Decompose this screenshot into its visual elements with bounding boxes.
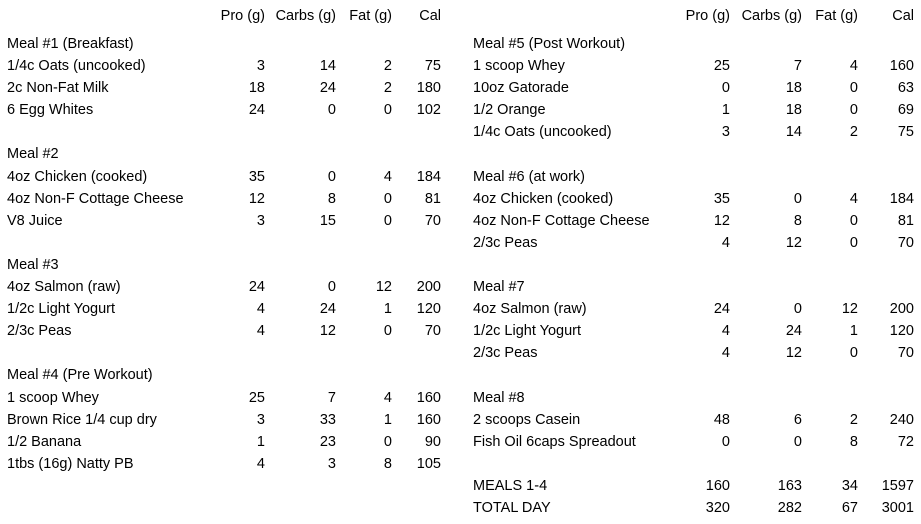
- calories-cell: 63: [897, 80, 914, 97]
- carbs-cell: 8: [327, 190, 336, 207]
- table-row: [0, 99, 452, 121]
- row-label: 6 Egg Whites: [7, 102, 94, 119]
- calories-cell: 70: [897, 234, 914, 251]
- fat-cell: 0: [383, 323, 392, 340]
- row-label: Meal #8: [473, 389, 525, 406]
- table-row: [466, 77, 921, 99]
- protein-cell: 0: [721, 80, 730, 97]
- protein-cell: 48: [713, 411, 730, 428]
- row-label: 1/4c Oats (uncooked): [7, 58, 146, 75]
- protein-cell: 24: [713, 301, 730, 318]
- table-row: [0, 77, 452, 99]
- fat-cell: 2: [383, 80, 392, 97]
- header-carbs: Carbs (g): [275, 8, 336, 24]
- table-row: [0, 55, 452, 77]
- carbs-cell: 8: [793, 212, 802, 229]
- row-label: 1/2c Light Yogurt: [7, 301, 116, 318]
- protein-cell: 3: [256, 411, 265, 428]
- fat-cell: 8: [849, 433, 858, 450]
- carbs-cell: 0: [327, 102, 336, 119]
- protein-cell: 18: [248, 80, 265, 97]
- calories-cell: 81: [424, 190, 441, 207]
- row-label: 2/3c Peas: [473, 234, 538, 251]
- spacer-row: [466, 143, 921, 165]
- table-row: [466, 166, 921, 188]
- table-row: [466, 431, 921, 453]
- calories-cell: 200: [416, 279, 441, 296]
- calories-cell: 75: [897, 124, 914, 141]
- row-label: 4oz Non-F Cottage Cheese: [7, 190, 184, 207]
- protein-cell: 160: [705, 477, 730, 494]
- right-table-body: [466, 33, 921, 519]
- carbs-cell: 18: [785, 80, 802, 97]
- calories-cell: 240: [889, 411, 914, 428]
- row-label: Meal #7: [473, 279, 525, 296]
- row-label: 1tbs (16g) Natty PB: [7, 455, 134, 472]
- protein-cell: 1: [256, 433, 265, 450]
- carbs-cell: 0: [793, 433, 802, 450]
- protein-cell: 12: [248, 190, 265, 207]
- left-meal-table: [0, 0, 452, 475]
- table-row: [466, 497, 921, 519]
- table-row: [0, 276, 452, 298]
- fat-cell: 0: [849, 80, 858, 97]
- table-row: [466, 276, 921, 298]
- protein-cell: 4: [256, 301, 265, 318]
- row-label: 1/4c Oats (uncooked): [473, 124, 612, 141]
- table-row: [0, 33, 452, 55]
- table-row: [0, 409, 452, 431]
- row-label: 4oz Non-F Cottage Cheese: [473, 212, 650, 229]
- table-row: [0, 453, 452, 475]
- header-calories: Cal: [892, 8, 914, 24]
- row-label: 2 scoops Casein: [473, 411, 581, 428]
- protein-cell: 35: [713, 190, 730, 207]
- fat-cell: 0: [383, 190, 392, 207]
- calories-cell: 1597: [881, 477, 914, 494]
- carbs-cell: 23: [319, 433, 336, 450]
- fat-cell: 0: [383, 102, 392, 119]
- row-label: 1/2c Light Yogurt: [473, 323, 582, 340]
- calories-cell: 200: [889, 301, 914, 318]
- table-row: [0, 364, 452, 386]
- carbs-cell: 0: [793, 301, 802, 318]
- calories-cell: 70: [897, 345, 914, 362]
- table-row: [0, 320, 452, 342]
- protein-cell: 3: [256, 212, 265, 229]
- calories-cell: 102: [416, 102, 441, 119]
- table-row: [466, 33, 921, 55]
- right-header-row: [466, 0, 921, 33]
- table-row: [466, 99, 921, 121]
- fat-cell: 8: [383, 455, 392, 472]
- calories-cell: 81: [897, 212, 914, 229]
- fat-cell: 2: [383, 58, 392, 75]
- row-label: 2c Non-Fat Milk: [7, 80, 109, 97]
- spacer-row: [0, 232, 452, 254]
- table-row: [0, 188, 452, 210]
- row-label: MEALS 1-4: [473, 477, 548, 494]
- calories-cell: 184: [889, 190, 914, 207]
- row-label: Meal #4 (Pre Workout): [7, 367, 153, 384]
- protein-cell: 320: [705, 499, 730, 516]
- row-label: Meal #3: [7, 256, 59, 273]
- fat-cell: 2: [849, 124, 858, 141]
- right-meal-table: [466, 0, 921, 519]
- calories-cell: 184: [416, 168, 441, 185]
- protein-cell: 3: [721, 124, 730, 141]
- carbs-cell: 282: [777, 499, 802, 516]
- spacer-row: [0, 121, 452, 143]
- header-carbs: Carbs (g): [741, 8, 802, 24]
- carbs-cell: 18: [785, 102, 802, 119]
- protein-cell: 35: [248, 168, 265, 185]
- carbs-cell: 0: [793, 190, 802, 207]
- table-row: [466, 409, 921, 431]
- row-label: 2/3c Peas: [473, 345, 538, 362]
- protein-cell: 25: [713, 58, 730, 75]
- table-row: [466, 298, 921, 320]
- calories-cell: 75: [424, 58, 441, 75]
- calories-cell: 160: [889, 58, 914, 75]
- fat-cell: 0: [383, 212, 392, 229]
- table-row: [466, 121, 921, 143]
- header-protein: Pro (g): [220, 8, 265, 24]
- protein-cell: 4: [256, 323, 265, 340]
- calories-cell: 180: [416, 80, 441, 97]
- row-label: 1 scoop Whey: [7, 389, 99, 406]
- header-protein: Pro (g): [685, 8, 730, 24]
- calories-cell: 70: [424, 212, 441, 229]
- fat-cell: 4: [849, 58, 858, 75]
- fat-cell: 4: [383, 389, 392, 406]
- table-row: [466, 232, 921, 254]
- fat-cell: 1: [849, 323, 858, 340]
- fat-cell: 1: [383, 411, 392, 428]
- table-row: [466, 210, 921, 232]
- row-label: 10oz Gatorade: [473, 80, 569, 97]
- protein-cell: 4: [256, 455, 265, 472]
- protein-cell: 3: [256, 58, 265, 75]
- fat-cell: 67: [841, 499, 858, 516]
- table-row: [466, 387, 921, 409]
- header-calories: Cal: [419, 8, 441, 24]
- calories-cell: 120: [416, 301, 441, 318]
- fat-cell: 4: [849, 190, 858, 207]
- carbs-cell: 0: [327, 279, 336, 296]
- fat-cell: 0: [849, 345, 858, 362]
- fat-cell: 0: [849, 212, 858, 229]
- carbs-cell: 0: [327, 168, 336, 185]
- left-table-body: [0, 33, 452, 475]
- protein-cell: 4: [721, 234, 730, 251]
- row-label: 1 scoop Whey: [473, 58, 565, 75]
- row-label: 4oz Chicken (cooked): [7, 168, 148, 185]
- row-label: 1/2 Orange: [473, 102, 546, 119]
- spacer-row: [466, 254, 921, 276]
- carbs-cell: 24: [785, 323, 802, 340]
- carbs-cell: 163: [777, 477, 802, 494]
- table-row: [0, 298, 452, 320]
- spacer-row: [466, 453, 921, 475]
- protein-cell: 0: [721, 433, 730, 450]
- row-label: 4oz Salmon (raw): [473, 301, 587, 318]
- row-label: V8 Juice: [7, 212, 63, 229]
- table-row: [466, 320, 921, 342]
- row-label: Meal #5 (Post Workout): [473, 36, 626, 52]
- table-row: [0, 254, 452, 276]
- calories-cell: 3001: [881, 499, 914, 516]
- carbs-cell: 14: [785, 124, 802, 141]
- table-row: [0, 210, 452, 232]
- calories-cell: 120: [889, 323, 914, 340]
- table-row: [0, 143, 452, 165]
- row-label: 4oz Chicken (cooked): [473, 190, 614, 207]
- spacer-row: [466, 364, 921, 386]
- spacer-row: [0, 342, 452, 364]
- calories-cell: 69: [897, 102, 914, 119]
- table-row: [466, 55, 921, 77]
- protein-cell: 1: [721, 102, 730, 119]
- row-label: Meal #1 (Breakfast): [7, 36, 134, 52]
- protein-cell: 12: [713, 212, 730, 229]
- row-label: Meal #2: [7, 146, 59, 163]
- table-row: [466, 475, 921, 497]
- calories-cell: 160: [416, 411, 441, 428]
- carbs-cell: 6: [793, 411, 802, 428]
- fat-cell: 0: [849, 234, 858, 251]
- fat-cell: 2: [849, 411, 858, 428]
- carbs-cell: 7: [793, 58, 802, 75]
- carbs-cell: 33: [319, 411, 336, 428]
- calories-cell: 90: [424, 433, 441, 450]
- protein-cell: 25: [248, 389, 265, 406]
- carbs-cell: 12: [319, 323, 336, 340]
- fat-cell: 12: [375, 279, 392, 296]
- row-label: 2/3c Peas: [7, 323, 72, 340]
- carbs-cell: 3: [327, 455, 336, 472]
- row-label: Brown Rice 1/4 cup dry: [7, 411, 157, 428]
- fat-cell: 34: [841, 477, 858, 494]
- fat-cell: 4: [383, 168, 392, 185]
- calories-cell: 105: [416, 455, 441, 472]
- carbs-cell: 14: [319, 58, 336, 75]
- carbs-cell: 24: [319, 301, 336, 318]
- table-row: [0, 431, 452, 453]
- row-label: 1/2 Banana: [7, 433, 82, 450]
- fat-cell: 0: [383, 433, 392, 450]
- protein-cell: 24: [248, 279, 265, 296]
- row-label: Fish Oil 6caps Spreadout: [473, 433, 636, 450]
- table-row: [466, 342, 921, 364]
- left-header-row: [0, 0, 452, 33]
- table-row: [0, 387, 452, 409]
- carbs-cell: 12: [785, 345, 802, 362]
- calories-cell: 72: [897, 433, 914, 450]
- protein-cell: 4: [721, 323, 730, 340]
- header-fat: Fat (g): [815, 8, 858, 24]
- calories-cell: 70: [424, 323, 441, 340]
- row-label: 4oz Salmon (raw): [7, 279, 121, 296]
- header-fat: Fat (g): [349, 8, 392, 24]
- carbs-cell: 15: [319, 212, 336, 229]
- protein-cell: 24: [248, 102, 265, 119]
- protein-cell: 4: [721, 345, 730, 362]
- table-row: [0, 166, 452, 188]
- carbs-cell: 24: [319, 80, 336, 97]
- row-label: Meal #6 (at work): [473, 168, 586, 185]
- fat-cell: 1: [383, 301, 392, 318]
- carbs-cell: 7: [327, 389, 336, 406]
- calories-cell: 160: [416, 389, 441, 406]
- fat-cell: 0: [849, 102, 858, 119]
- fat-cell: 12: [841, 301, 858, 318]
- table-row: [466, 188, 921, 210]
- carbs-cell: 12: [785, 234, 802, 251]
- row-label: TOTAL DAY: [473, 499, 551, 516]
